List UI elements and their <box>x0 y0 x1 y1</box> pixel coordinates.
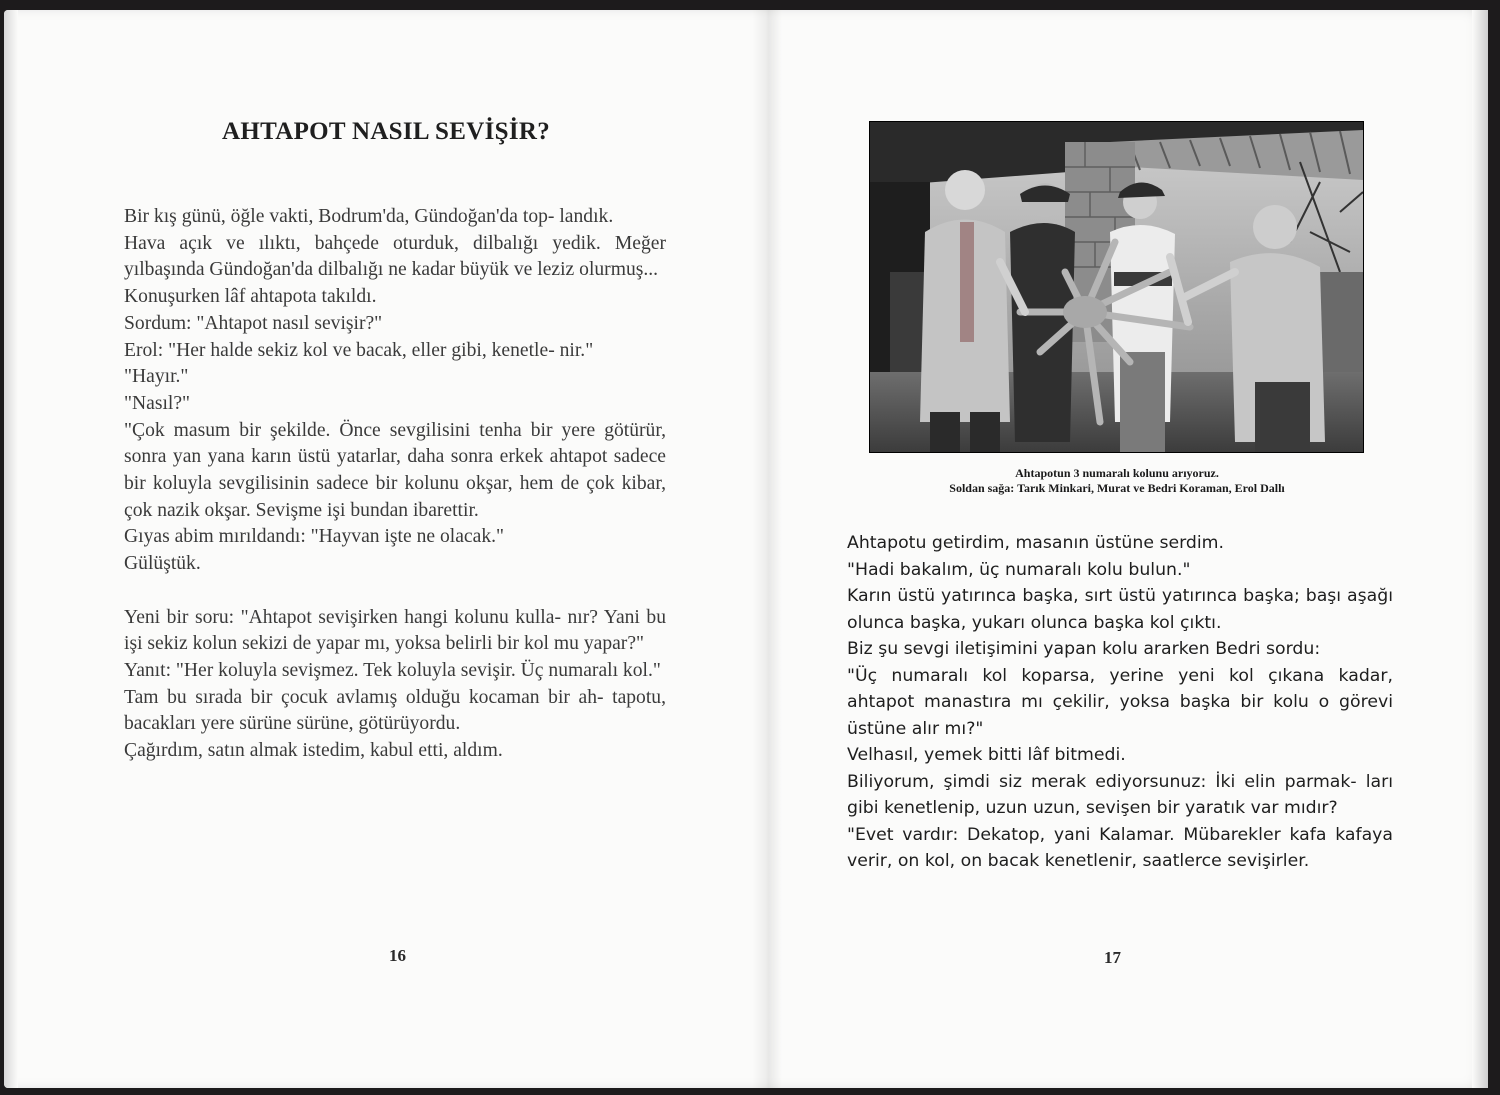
caption-line-2: Soldan sağa: Tarık Minkari, Murat ve Bedri Koraman, Erol Dallı <box>949 481 1285 495</box>
paragraph: Yanıt: "Her koluyla sevişmez. Tek koluyla sevişir. Üç numaralı kol." <box>124 659 661 681</box>
paragraph: Yeni bir soru: "Ahtapot sevişirken hangi kolunu kulla- nır? Yani bu işi sekiz kolun sekizi de yapar mı, yoksa belirli bir kol mu yapar?" <box>124 606 666 655</box>
paragraph: "Çok masum bir şekilde. Önce sevgilisini tenha bir yere götürür, sonra yan yana karın üstü yatarlar, daha sonra erkek ahtapot sadece bir koluyla sevgilisinin sadece bir kolunu okşar, hem de çok kibar, çok nazik okşar. Sevişme işi bundan ibarettir. <box>124 419 666 521</box>
paragraph: "Hadi bakalım, üç numaralı kolu bulun." <box>847 559 1191 580</box>
paragraph: Ahtapotu getirdim, masanın üstüne serdim. <box>847 533 1224 553</box>
paragraph: Biz şu sevgi iletişimini yapan kolu ararken Bedri sordu: <box>847 639 1321 659</box>
paragraph: Erol: "Her halde sekiz kol ve bacak, eller gibi, kenetle- nir." <box>124 339 594 361</box>
right-page-body <box>847 530 1393 875</box>
page-number-left: 16 <box>389 946 406 965</box>
paragraph: Hava açık ve ılıktı, bahçede oturduk, dilbalığı yedik. Meğer yılbaşında Gündoğan'da dilbalığı ne kadar büyük ve leziz olurmuş... <box>124 232 666 281</box>
paragraph: Tam bu sırada bir çocuk avlamış olduğu kocaman bir ah- tapotu, bacakları yere sürüne sürüne, götürüyordu. <box>124 686 666 735</box>
paragraph: Sordum: "Ahtapot nasıl sevişir?" <box>124 312 383 334</box>
photo-caption <box>862 466 1372 496</box>
chapter-title: AHTAPOT NASIL SEVİŞİR? <box>222 118 550 145</box>
page-number-right: 17 <box>1104 948 1121 967</box>
left-page-body <box>124 204 666 765</box>
paragraph: Velhasıl, yemek bitti lâf bitmedi. <box>847 745 1126 765</box>
paragraph: Konuşurken lâf ahtapota takıldı. <box>124 286 377 308</box>
paragraph: Gıyas abim mırıldandı: "Hayvan işte ne olacak." <box>124 526 505 548</box>
book-spine <box>752 10 782 1088</box>
paragraph: "Hayır." <box>124 366 189 388</box>
paragraph: Gülüştük. <box>124 553 201 575</box>
book-right-edge <box>1472 10 1488 1088</box>
photo-octopus-group <box>869 121 1364 453</box>
paragraph: Biliyorum, şimdi siz merak ediyorsunuz: İki elin parmak- ları gibi kenetlenip, uzun uzun, sevişen bir yaratık var mıdır? <box>847 771 1393 818</box>
paragraph-gap <box>124 578 666 605</box>
paragraph: Karın üstü yatırınca başka, sırt üstü yatırınca başka; başı aşağı olunca başka, yukarı olunca başka kol çıktı. <box>847 586 1393 633</box>
paragraph: "Üç numaralı kol koparsa, yerine yeni kol çıkana kadar, ahtapot manastıra mı çekilir, yoksa başka bir kolu o görevi üstüne alır mı?" <box>847 665 1393 739</box>
book-left-edge <box>4 10 18 1088</box>
photo-illustration <box>870 122 1363 452</box>
caption-line-1: Ahtapotun 3 numaralı kolunu arıyoruz. <box>1015 466 1219 480</box>
paragraph: "Evet vardır: Dekatop, yani Kalamar. Mübarekler kafa kafaya verir, on kol, on bacak kenetlenir, saatlerce sevişirler. <box>847 824 1393 871</box>
paragraph: Bir kış günü, öğle vakti, Bodrum'da, Gündoğan'da top- landık. <box>124 206 614 227</box>
paragraph: Çağırdım, satın almak istedim, kabul etti, aldım. <box>124 740 503 762</box>
paragraph: "Nasıl?" <box>124 392 191 414</box>
